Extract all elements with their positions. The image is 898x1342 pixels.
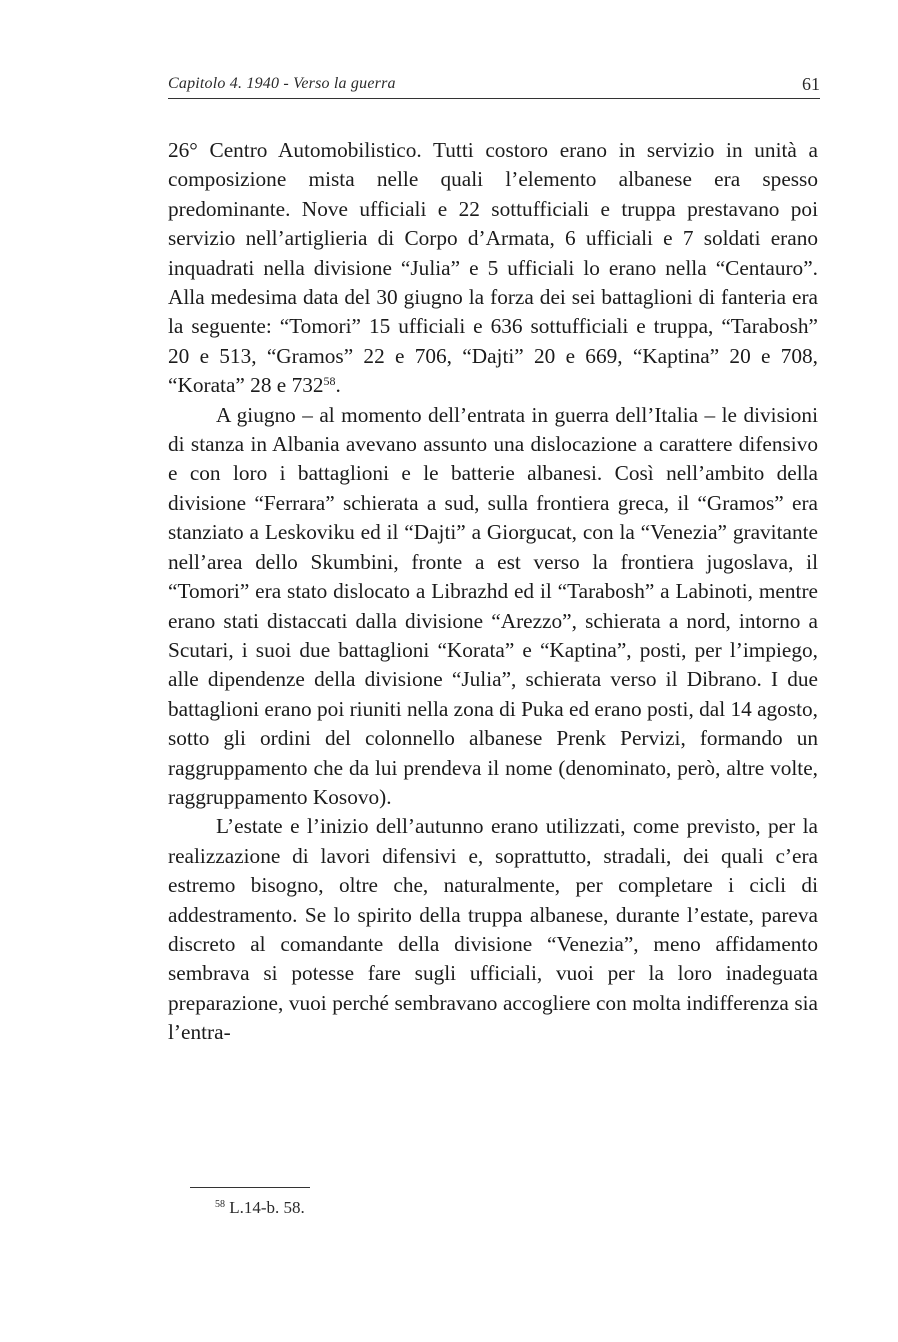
- running-header: [168, 72, 820, 99]
- footnote-divider: [190, 1187, 310, 1188]
- page-number: 61: [802, 74, 820, 94]
- body-text: [168, 136, 818, 1048]
- chapter-title: Capitolo 4. 1940 - Verso la guerra: [168, 75, 396, 92]
- paragraph-3: L’estate e l’inizio dell’autunno erano utilizzati, come previsto, per la realizzazione di lavori difensivi e, soprattutto, stradali, dei quali c’era estremo bisogno, oltre che, naturalmente, per completare i cicli di addestramento. Se lo spirito della truppa albanese, durante l’estate, pareva discreto al comandante della divisione “Venezia”, meno affidamento sembrava si potesse fare sugli ufficiali, vuoi per la loro inadeguata preparazione, vuoi perché sembravano accogliere con molta indifferenza sia l’entra-: [168, 814, 818, 1045]
- footnote-number: 58: [215, 1199, 225, 1210]
- paragraph-1-text: 26° Centro Automobilistico. Tutti costoro erano in servizio in unità a composizione mista nelle quali l’elemento albanese era spesso predominante. Nove ufficiali e 22 sottufficiali e truppa prestavano poi servizio nell’artiglieria di Corpo d’Armata, 6 ufficiali e 7 soldati erano inquadrati nella divisione “Julia” e 5 ufficiali lo erano nella “Centauro”. Alla medesima data del 30 giugno la forza dei sei battaglioni di fanteria era la seguente: “Tomori” 15 ufficiali e 636 sottufficiali e truppa, “Tarabosh” 20 e 513, “Gramos” 22 e 706, “Dajti” 20 e 669, “Kaptina” 20 e 708, “Korata” 28 e 732: [168, 138, 818, 398]
- paragraph-1-end: .: [335, 373, 341, 398]
- footnote-reference: 58: [323, 374, 336, 389]
- paragraph-2: A giugno – al momento dell’entrata in guerra dell’Italia – le divisioni di stanza in Albania avevano assunto una dislocazione a carattere difensivo e con loro i battaglioni e le batterie albanesi. Così nell’ambito della divisione “Ferrara” schierata a sud, sulla frontiera greca, il “Gramos” era stanziato a Leskoviku ed il “Dajti” a Giorgucat, con la “Venezia” gravitante nell’area dello Skumbini, fronte a est verso la frontiera jugoslava, il “Tomori” era stato dislocato a Librazhd ed il “Tarabosh” a Labinoti, mentre erano stati distaccati dalla divisione “Arezzo”, schierata a nord, intorno a Scutari, i suoi due battaglioni “Korata” e “Kaptina”, posti, per l’impiego, alle dipendenze della divisione “Julia”, schierata verso il Dibrano. I due battaglioni erano poi riuniti nella zona di Puka ed erano posti, dal 14 agosto, sotto gli ordini del colonnello albanese Prenk Pervizi, formando un raggruppamento che da lui prendeva il nome (denominato, però, altre volte, raggruppamento Kosovo).: [168, 402, 818, 809]
- paragraph-1: [168, 136, 818, 401]
- footnote-text: L.14-b. 58.: [225, 1198, 305, 1217]
- footnote: [215, 1198, 305, 1218]
